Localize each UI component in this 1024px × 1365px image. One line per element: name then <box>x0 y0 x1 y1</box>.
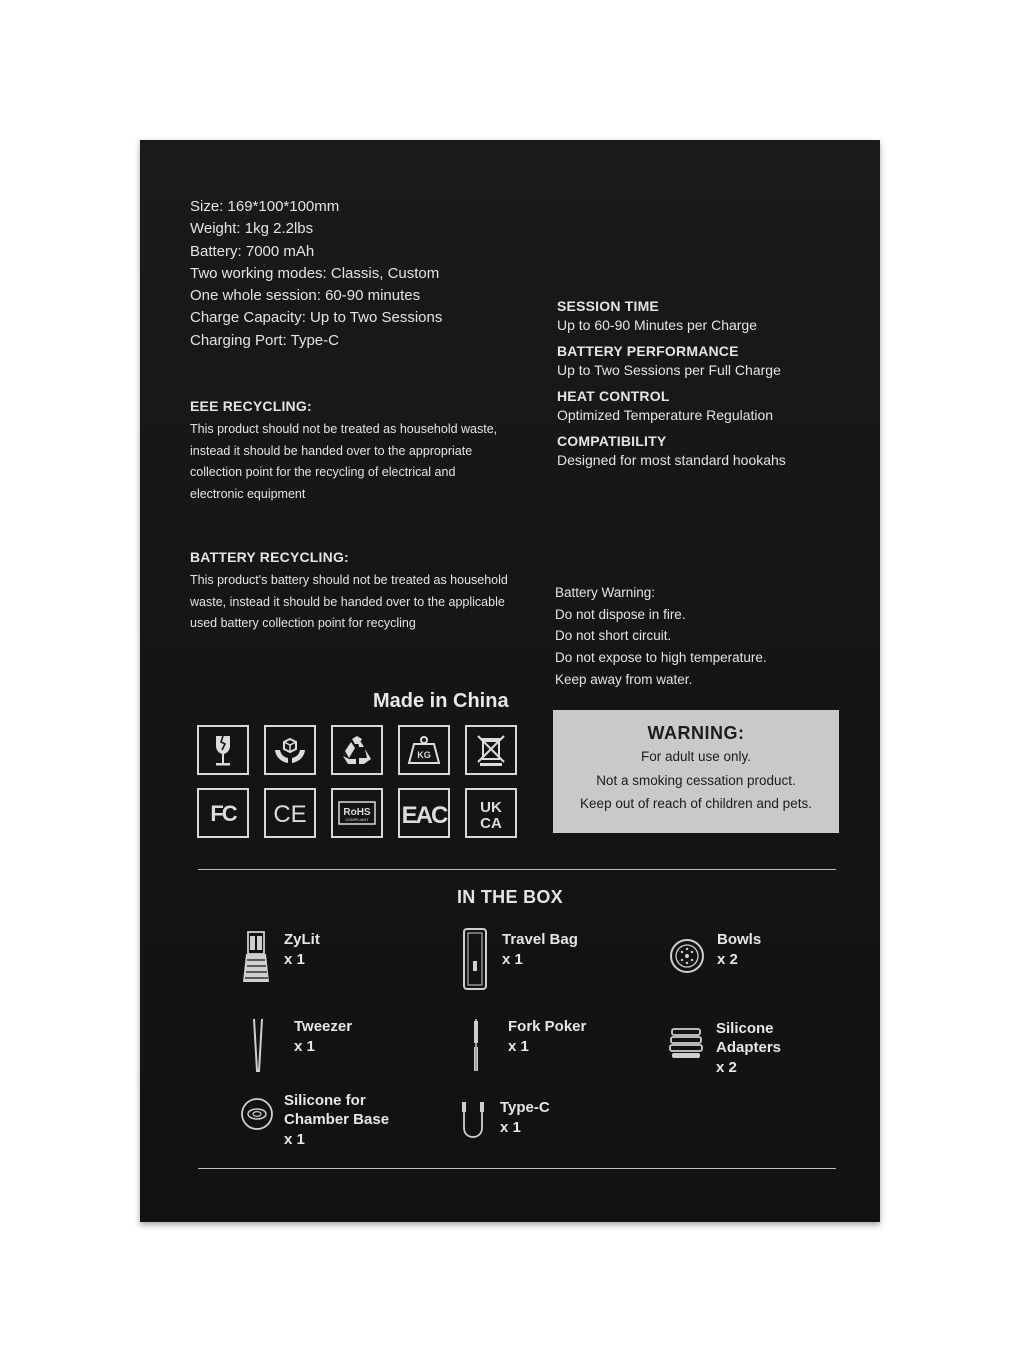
eee-recycling <box>190 398 510 505</box>
fork-poker-icon <box>464 1017 488 1073</box>
box-item-type-c <box>458 1100 550 1142</box>
box-item-fork-poker <box>464 1017 586 1073</box>
feature-title: COMPATIBILITY <box>557 433 667 449</box>
box-item-silicone-adapters <box>668 1020 782 1078</box>
item-qty: x 1 <box>500 1119 521 1136</box>
feature-desc: Up to 60-90 Minutes per Charge <box>557 317 757 333</box>
spec-battery: Battery: 7000 mAh <box>190 242 315 260</box>
ukca-icon <box>465 788 517 838</box>
fragile-icon <box>197 725 249 775</box>
crossed-bin-icon <box>465 725 517 775</box>
certification-row <box>197 788 517 838</box>
ce-text: CE <box>273 801 307 828</box>
divider <box>198 1168 836 1169</box>
feature-title: SESSION TIME <box>557 298 659 314</box>
item-name: Fork Poker <box>508 1018 587 1035</box>
battery-warning-line: Do not short circuit. <box>555 628 672 644</box>
spec-charge-capacity: Charge Capacity: Up to Two Sessions <box>190 309 443 327</box>
item-qty: x 2 <box>716 1059 737 1076</box>
item-name: Tweezer <box>294 1018 353 1035</box>
box-item-tweezer <box>246 1017 352 1073</box>
spec-weight: Weight: 1kg 2.2lbs <box>190 220 314 238</box>
item-qty: x 1 <box>294 1038 315 1055</box>
ca-text: CA <box>480 815 502 832</box>
divider <box>198 869 836 870</box>
item-qty: x 1 <box>284 1131 305 1148</box>
symbol-row <box>197 725 517 775</box>
rohs-icon <box>331 788 383 838</box>
spec-list <box>190 196 442 352</box>
item-name: Adapters <box>716 1039 782 1056</box>
in-the-box-title: IN THE BOX <box>456 887 563 907</box>
weight-kg-icon <box>398 725 450 775</box>
chamber-base-icon <box>240 1097 274 1131</box>
battery-recycling-title: BATTERY RECYCLING: <box>190 549 349 565</box>
item-name: Silicone <box>716 1020 774 1037</box>
feature-title: BATTERY PERFORMANCE <box>557 343 739 359</box>
product-box-back <box>140 140 880 1222</box>
eee-title: EEE RECYCLING: <box>190 398 312 414</box>
feature-list <box>557 298 857 478</box>
spec-charging-port: Charging Port: Type-C <box>190 331 339 349</box>
item-name: Chamber Base <box>284 1111 390 1128</box>
type-c-cable-icon <box>458 1100 490 1142</box>
box-item-zylit <box>238 930 320 986</box>
item-name: Type-C <box>500 1099 550 1116</box>
kg-text: KG <box>417 750 431 760</box>
feature-desc: Up to Two Sessions per Full Charge <box>557 362 781 378</box>
eac-text: EAC <box>401 802 447 829</box>
warning-line: For adult use only. <box>640 749 752 764</box>
spec-session: One whole session: 60-90 minutes <box>190 287 421 305</box>
uk-text: UK <box>480 799 502 816</box>
box-item-chamber-base <box>240 1092 390 1150</box>
item-qty: x 1 <box>508 1038 529 1055</box>
battery-recycling-body: This product's battery should not be treated as household waste, instead it should be handed over to the applicable used battery collection point for recycling <box>190 573 508 630</box>
travel-bag-icon <box>460 927 492 991</box>
feature-desc: Optimized Temperature Regulation <box>557 407 774 423</box>
warning-box <box>553 710 839 833</box>
tweezer-icon <box>246 1017 270 1073</box>
device-icon <box>238 930 274 986</box>
battery-warning-title: Battery Warning: <box>555 585 656 600</box>
eee-body: This product should not be treated as household waste, instead it should be handed over to the appropriate collection point for the recycling of electrical and electronic equipment <box>190 422 498 501</box>
item-name: ZyLit <box>284 931 320 948</box>
eac-icon <box>398 788 450 838</box>
battery-warning <box>555 582 767 691</box>
battery-warning-line: Keep away from water. <box>555 671 693 687</box>
spec-size: Size: 169*100*100mm <box>190 198 340 215</box>
battery-warning-line: Do not expose to high temperature. <box>555 650 767 666</box>
battery-recycling <box>190 549 520 635</box>
warning-line: Not a smoking cessation product. <box>596 772 796 788</box>
box-item-bowls <box>669 931 762 974</box>
silicone-adapter-icon <box>668 1027 704 1061</box>
fcc-text: FC <box>210 801 236 826</box>
feature-title: HEAT CONTROL <box>557 388 670 404</box>
rohs-text: RoHS <box>343 807 371 818</box>
made-in-label: Made in China <box>373 690 509 712</box>
box-item-travel-bag <box>460 927 578 991</box>
item-name: Silicone for <box>284 1092 366 1109</box>
handle-with-care-icon <box>264 725 316 775</box>
fcc-icon <box>197 788 249 838</box>
item-name: Bowls <box>717 931 762 948</box>
battery-warning-line: Do not dispose in fire. <box>555 606 686 622</box>
warning-line: Keep out of reach of children and pets. <box>580 796 812 811</box>
item-qty: x 2 <box>717 951 738 968</box>
spec-modes: Two working modes: Classis, Custom <box>190 264 440 282</box>
item-name: Travel Bag <box>502 931 578 948</box>
rohs-sub-text: COMPLIANT <box>345 817 369 822</box>
item-qty: x 1 <box>502 951 523 968</box>
feature-desc: Designed for most standard hookahs <box>557 452 786 468</box>
item-qty: x 1 <box>284 951 305 968</box>
recycle-icon <box>331 725 383 775</box>
ce-icon <box>264 788 316 838</box>
warning-title: WARNING: <box>647 723 745 743</box>
bowl-icon <box>669 938 705 974</box>
